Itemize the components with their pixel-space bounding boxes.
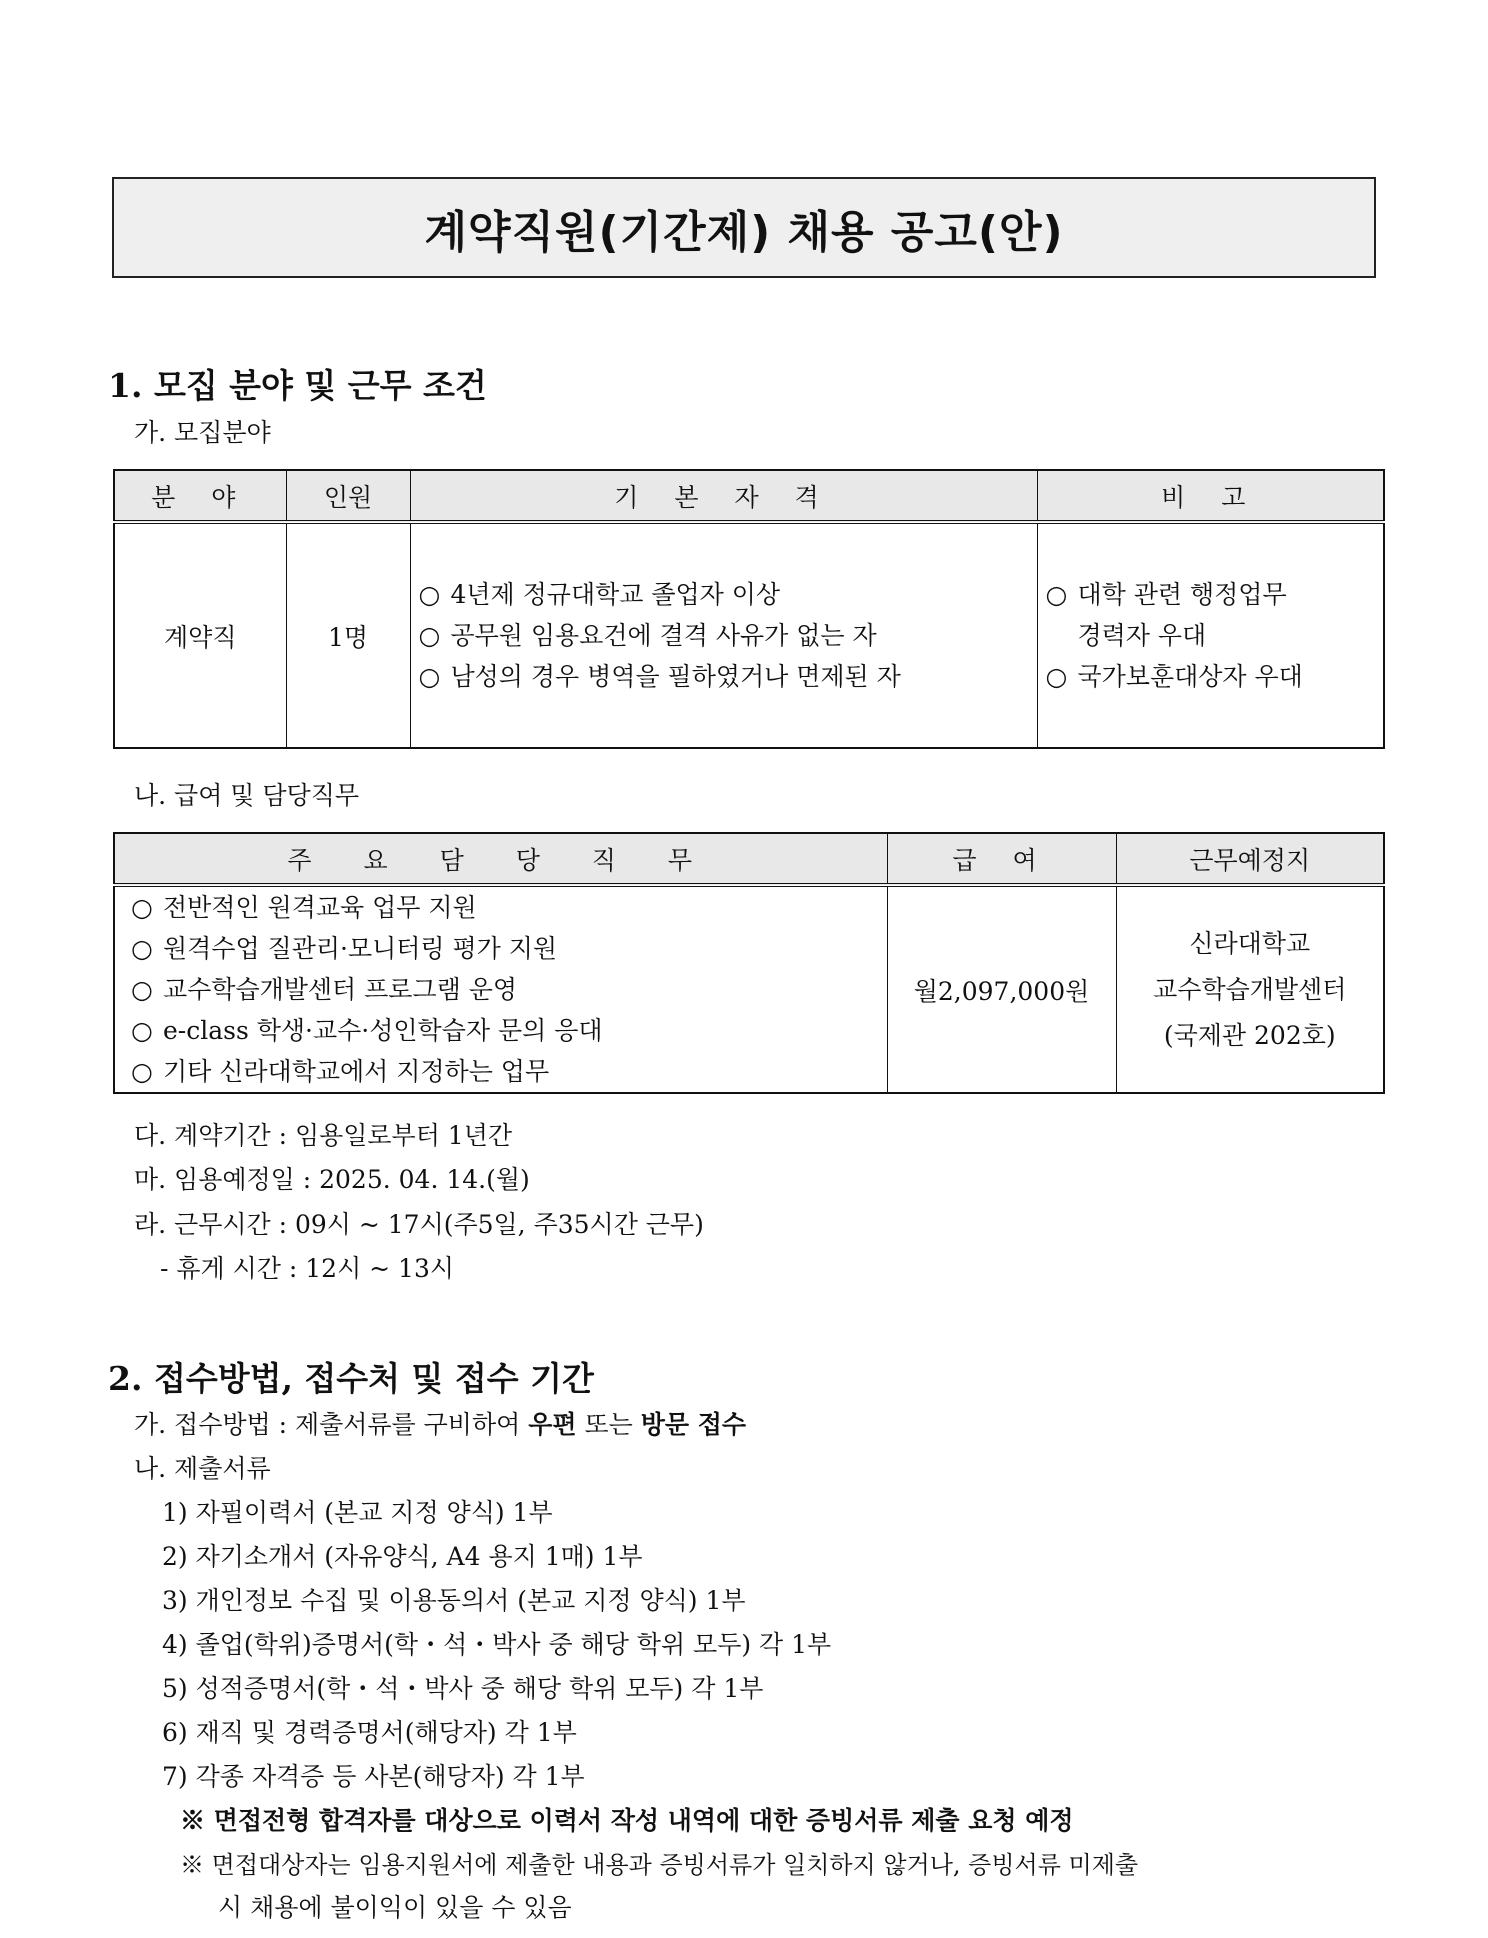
- recruitment-table-row: [114, 522, 1384, 748]
- list-item: ○ 대학 관련 행정업무: [1046, 574, 1384, 615]
- page-title: 계약직원(기간제) 채용 공고(안): [424, 206, 1064, 258]
- note-mismatch: ※ 면접대상자는 임용지원서에 제출한 내용과 증빙서류가 일치하지 않거나, 증빙서류 미제출: [180, 1851, 1139, 1879]
- contract-period: 다. 계약기간 : 임용일로부터 1년간: [134, 1121, 513, 1150]
- location-cell: 신라대학교 교수학습개발센터 (국제관 202호): [1116, 885, 1384, 1093]
- header-duties: 주 요 담 당 직 무: [114, 833, 887, 885]
- work-hours: 라. 근무시간 : 09시 ~ 17시(주5일, 주35시간 근무): [134, 1210, 704, 1239]
- circle-bullet-icon: ○: [131, 1057, 153, 1086]
- list-item: 6) 재직 및 경력증명서(해당자) 각 1부: [162, 1718, 577, 1747]
- sub-b-label: 나. 급여 및 담당직무: [134, 781, 359, 810]
- circle-bullet-icon: ○: [131, 1016, 153, 1045]
- header-count: 인원: [286, 470, 410, 522]
- duties-table-header: [114, 833, 1384, 885]
- remarks-cell: [1037, 522, 1384, 748]
- list-item: ○ 원격수업 질관리·모니터링 평가 지원: [131, 928, 887, 969]
- circle-bullet-icon: ○: [131, 975, 153, 1004]
- count-cell: 1명: [286, 522, 410, 748]
- list-item: ○ 공무원 임용요건에 결격 사유가 없는 자: [419, 615, 1037, 656]
- header-qualifications: 기 본 자 격: [410, 470, 1037, 522]
- note-interview-evidence: ※ 면접전형 합격자를 대상으로 이력서 작성 내역에 대한 증빙서류 제출 요청 예정: [180, 1806, 1074, 1835]
- section1-heading: 1. 모집 분야 및 근무 조건: [108, 366, 487, 405]
- list-item: 경력자 우대: [1077, 621, 1207, 650]
- submission-method: 가. 접수방법 : 제출서류를 구비하여 우편 또는 방문 접수: [134, 1410, 747, 1439]
- header-salary: 급 여: [887, 833, 1116, 885]
- list-item: 7) 각종 자격증 등 사본(해당자) 각 1부: [162, 1762, 585, 1791]
- section2-heading: 2. 접수방법, 접수처 및 접수 기간: [108, 1359, 594, 1398]
- circle-bullet-icon: ○: [418, 621, 441, 650]
- header-remarks: 비 고: [1037, 470, 1384, 522]
- list-item: 3) 개인정보 수집 및 이용동의서 (본교 지정 양식) 1부: [162, 1586, 746, 1615]
- list-item: 1) 자필이력서 (본교 지정 양식) 1부: [162, 1498, 553, 1527]
- circle-bullet-icon: ○: [131, 934, 153, 963]
- break-time: - 휴게 시간 : 12시 ~ 13시: [160, 1254, 455, 1283]
- duties-cell: [114, 885, 887, 1093]
- header-location: 근무예정지: [1116, 833, 1384, 885]
- qualifications-cell: [410, 522, 1037, 748]
- list-item: ○ 4년제 정규대학교 졸업자 이상: [419, 574, 1037, 615]
- list-item: ○ 국가보훈대상자 우대: [1046, 656, 1384, 697]
- list-item: ○ 교수학습개발센터 프로그램 운영: [131, 969, 887, 1010]
- list-item: 4) 졸업(학위)증명서(학・석・박사 중 해당 학위 모두) 각 1부: [162, 1630, 832, 1659]
- circle-bullet-icon: ○: [1045, 580, 1068, 609]
- field-cell: 계약직: [114, 522, 286, 748]
- duties-table-row: [114, 885, 1384, 1093]
- recruitment-table: [113, 469, 1385, 749]
- header-field: 분 야: [114, 470, 286, 522]
- sub-a-label: 가. 모집분야: [134, 418, 271, 447]
- start-date: 마. 임용예정일 : 2025. 04. 14.(월): [134, 1165, 530, 1194]
- list-item: ○ 기타 신라대학교에서 지정하는 업무: [131, 1051, 887, 1092]
- list-item: 5) 성적증명서(학・석・박사 중 해당 학위 모두) 각 1부: [162, 1674, 764, 1703]
- circle-bullet-icon: ○: [418, 662, 441, 691]
- note-mismatch-cont: 시 채용에 불이익이 있을 수 있음: [218, 1893, 572, 1922]
- list-item: ○ e-class 학생·교수·성인학습자 문의 응대: [131, 1010, 887, 1051]
- title-box: [112, 177, 1376, 278]
- salary-cell: 월2,097,000원: [887, 885, 1116, 1093]
- list-item: ○ 전반적인 원격교육 업무 지원: [131, 887, 887, 928]
- circle-bullet-icon: ○: [1045, 662, 1068, 691]
- duties-table: [113, 832, 1385, 1094]
- recruitment-table-header: [114, 470, 1384, 522]
- circle-bullet-icon: ○: [131, 893, 153, 922]
- circle-bullet-icon: ○: [418, 580, 441, 609]
- list-item: ○ 남성의 경우 병역을 필하였거나 면제된 자: [419, 656, 1037, 697]
- list-item: 2) 자기소개서 (자유양식, A4 용지 1매) 1부: [162, 1542, 643, 1571]
- docs-label: 나. 제출서류: [134, 1454, 271, 1483]
